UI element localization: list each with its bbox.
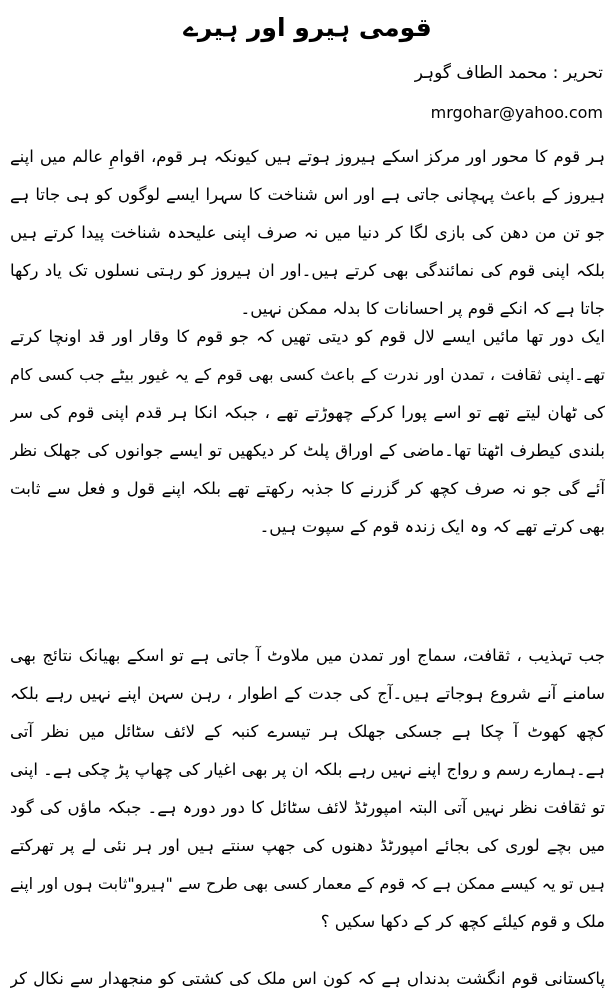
paragraph-line: کی ٹھان لیتے تھے تو اسے پورا کرکے چھوڑتے تھے ، جبکہ انکا ہر قدم اپنی قوم کی سر bbox=[10, 403, 605, 422]
paragraph-line: بلندی کیطرف اٹھتا تھا۔ماضی کے اوراق پلٹ کر دیکھیں تو ایسے جوانوں کی جھلک نظر bbox=[10, 441, 605, 460]
paragraph-line: جب تہذیب ، ثقافت، سماج اور تمدن میں ملاوٹ آ جاتی ہے تو اسکے بھیانک نتائج بھی bbox=[10, 646, 605, 665]
paragraph-line: تو ثقافت نظر نہیں آتی البتہ امپورٹڈ لائف سٹائل کا دور دورہ ہے۔ جبکہ ماؤں کی گود bbox=[10, 798, 605, 817]
article-title: قومی ہیرو اور ہیرے bbox=[183, 13, 432, 42]
paragraph-line: ملک و قوم کیلئے کچھ کر کے دکھا سکیں ؟ bbox=[320, 912, 605, 931]
paragraph-line: ہیروز کے باعث پہچانی جاتی ہے اور اس شناخت کا سہرا ایسے لوگوں کو ہی جاتا ہے bbox=[10, 185, 605, 204]
paragraph-line: بلکہ اپنی قوم کی نمائندگی بھی کرتے ہیں۔اور ان ہیروز کو رہتی نسلوں تک یاد رکھا bbox=[10, 261, 605, 280]
paragraph-1 bbox=[10, 138, 605, 328]
paragraph-line: پاکستانی قوم انگشت بدنداں ہے کہ کون اس ملک کی کشتی کو منجھدار سے نکال کر bbox=[10, 969, 605, 988]
paragraph-line: میں بچے لوری کی بجائے امپورٹڈ دھنوں کی جھپ سنتے ہیں اور ہر نئی لے پر تھرکتے bbox=[10, 836, 605, 855]
paragraph-line: ہے۔ہمارے رسم و رواج اپنے نہیں رہے بلکہ ان پر بھی اغیار کی چھاپ پڑ چکی ہے۔ اپنی bbox=[10, 760, 605, 779]
paragraph-line: آئے گی جو نہ صرف کچھ کر گزرنے کا جذبہ رکھتے تھے بلکہ اپنے قول و فعل سے ثابت bbox=[10, 479, 605, 498]
author-line: تحریر : محمد الطاف گوہر bbox=[414, 63, 603, 83]
paragraph-line: کچھ کھوٹ آ چکا ہے جسکی جھلک ہر تیسرے کنبہ کے لائف سٹائل میں نظر آتی bbox=[10, 722, 605, 741]
paragraph-line: جو تن من دھن کی بازی لگا کر دنیا میں نہ صرف اپنی علیحدہ شناخت پیدا کرتے ہیں bbox=[10, 223, 605, 242]
author-email: mrgohar@yahoo.com bbox=[430, 103, 603, 122]
paragraph-line: سامنے آنے شروع ہوجاتے ہیں۔آج کی جدت کے اطوار ، رہن سہن اپنے نہیں رہے بلکہ bbox=[10, 684, 605, 703]
paragraph-3 bbox=[10, 637, 605, 941]
paragraph-line: ایک دور تھا مائیں ایسے لال قوم کو دیتی تھیں کہ جو قوم کا وقار اور قد اونچا کرتے bbox=[10, 327, 605, 346]
paragraph-line: جاتا ہے کہ انکے قوم پر احسانات کا بدلہ ممکن نہیں۔ bbox=[240, 299, 605, 318]
paragraph-2 bbox=[10, 318, 605, 546]
paragraph-line: تھے۔اپنی ثقافت ، تمدن اور ندرت کے باعث کسی بھی قوم کے یہ غیور بیٹے جب کسی کام bbox=[10, 365, 605, 384]
paragraph-line: بھی کرتے تھے کہ وہ ایک زندہ قوم کے سپوت ہیں۔ bbox=[259, 517, 605, 536]
paragraph-4 bbox=[10, 960, 605, 998]
paragraph-line: ہر قوم کا محور اور مرکز اسکے ہیروز ہوتے ہیں کیونکہ ہر قوم، اقوامِ عالم میں اپنے bbox=[10, 147, 605, 166]
paragraph-line: ہیں تو یہ کیسے ممکن ہے کہ قوم کے معمار کسی بھی طرح سے "ہیرو"ثابت ہوں اور اپنے bbox=[10, 874, 605, 893]
